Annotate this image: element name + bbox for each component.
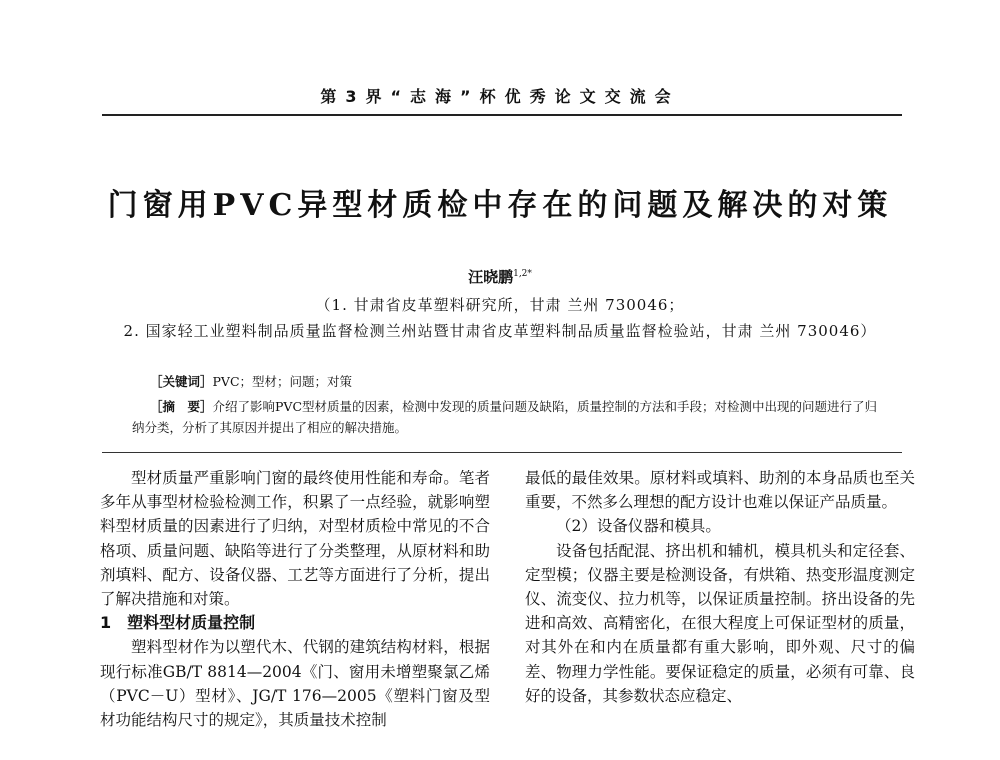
left-column <box>100 466 490 732</box>
body-paragraph: 设备包括配混、挤出机和辅机，模具机头和定径套、定型模；仪器主要是检测设备，有烘箱、热变形温度测定仪、流变仪、拉力机等，以保证质量控制。挤出设备的先进和高效、高精密化，在很大程度上可保证型材的质量，对其外在和内在质量都有重大影响，即外观、尺寸的偏差、物理力学性能。要保证稳定的质量，必须有可靠、良好的设备，其参数状态应稳定、 <box>525 541 915 705</box>
body-paragraph: 型材质量严重影响门窗的最终使用性能和寿命。笔者多年从事型材检验检测工作，积累了一点经验，就影响塑料型材质量的因素进行了归纳，对型材质检中常见的不合格项、质量问题、缺陷等进行了分类整理，从原材料和助剂填料、配方、设备仪器、工艺等方面进行了分析，提出了解决措施和对策。 <box>100 469 490 609</box>
affiliation-2: 2. 国家轻工业塑料制品质量监督检测兰州站暨甘肃省皮革塑料制品质量监督检验站，甘肃 兰州 730046） <box>123 322 877 340</box>
right-column <box>525 466 915 708</box>
author-superscript: 1,2* <box>513 269 532 279</box>
header-rule <box>102 114 902 116</box>
conference-header: 第3界“志海”杯优秀论文交流会 <box>320 87 680 106</box>
author-name: 汪晓鹏 <box>468 268 514 286</box>
affiliation-1: （1. 甘肃省皮革塑料研究所，甘肃 兰州 730046； <box>315 296 685 314</box>
paper-title: 门窗用PVC异型材质检中存在的问题及解决的对策 <box>107 188 893 223</box>
abstract <box>132 396 882 438</box>
keywords-label: ［关键词］ <box>150 374 213 389</box>
author <box>0 266 1000 287</box>
abstract-label: ［摘 要］ <box>150 399 213 414</box>
abstract-rule <box>102 452 902 453</box>
section-heading: 1 塑料型材质量控制 <box>100 613 256 633</box>
keywords-text: PVC；型材；问题；对策 <box>212 374 353 389</box>
body-paragraph: 塑料型材作为以塑代木、代钢的建筑结构材料，根据现行标准GB/T 8814—2004《门、窗用未增塑聚氯乙烯（PVC－U）型材》、JG/T 176—2005《塑料门窗及型材功能结构尺寸的规定》，其质量技术控制 <box>100 638 490 730</box>
abstract-text: 介绍了影响PVC型材质量的因素，检测中发现的质量问题及缺陷，质量控制的方法和手段；对检测中出现的问题进行了归纳分类，分析了其原因并提出了相应的解决措施。 <box>132 399 878 435</box>
body-paragraph: 最低的最佳效果。原材料或填料、助剂的本身品质也至关重要，不然多么理想的配方设计也难以保证产品质量。 <box>525 469 915 512</box>
body-paragraph: （2）设备仪器和模具。 <box>556 517 721 536</box>
keywords <box>150 372 352 390</box>
